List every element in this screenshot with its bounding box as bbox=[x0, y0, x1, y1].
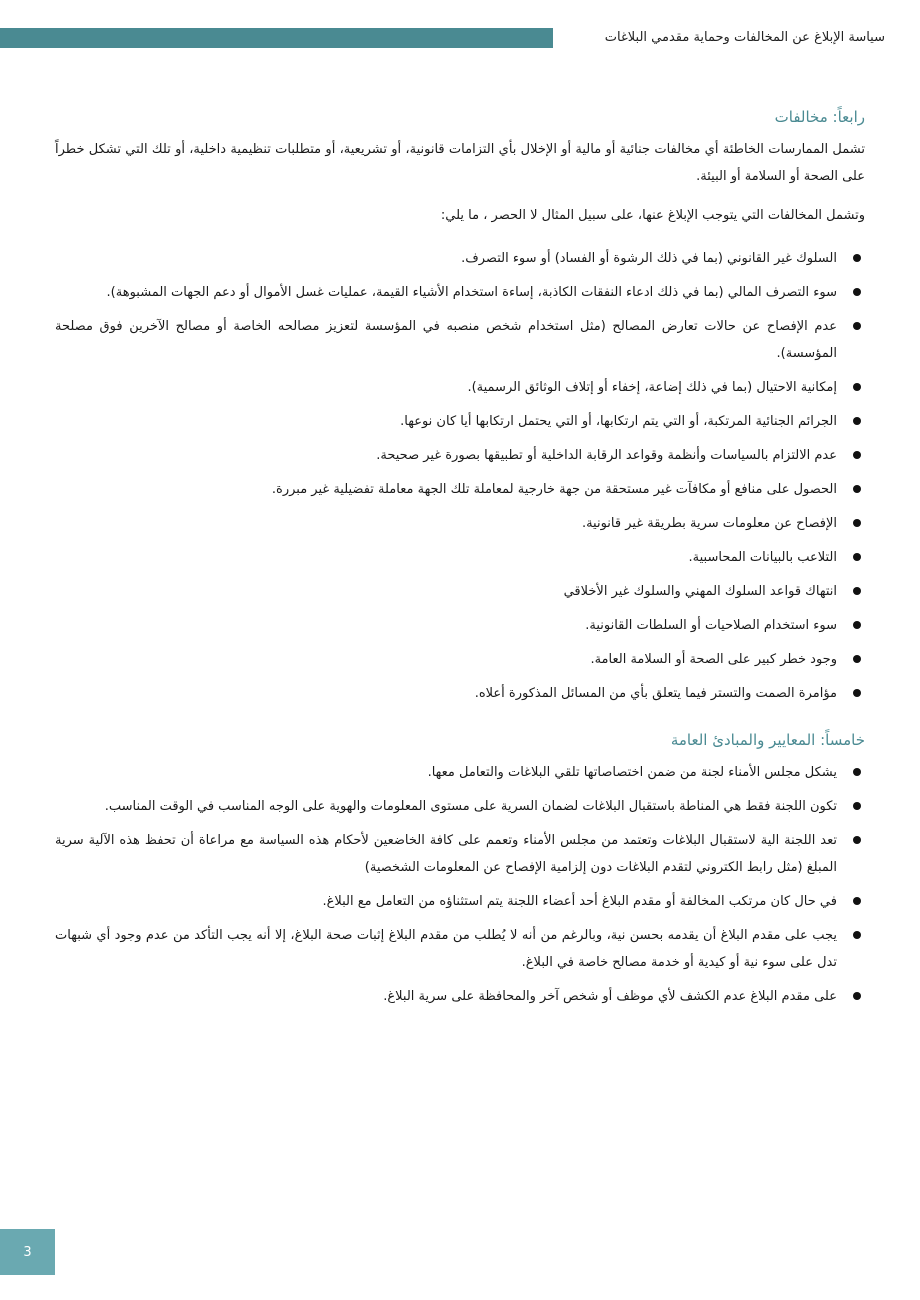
bullet-icon bbox=[853, 451, 861, 459]
section-4-heading: رابعاً: مخالفات bbox=[774, 108, 865, 126]
list-item: تعد اللجنة الية لاستقبال البلاغات وتعتمد من مجلس الأمناء وتعمم على كافة الخاضعين لأحكام هذه السياسة مع مراعاة أن تحفظ هذه الآلية سرية المبلغ (مثل رابط الكتروني لتقدم البلاغات دون إلزامية الإفصاح عن المعلومات الشخصية) bbox=[55, 827, 865, 881]
list-item: الجرائم الجنائية المرتكبة، أو التي يتم ارتكابها، أو التي يحتمل ارتكابها أيا كان نوعها. bbox=[55, 408, 865, 435]
bullet-icon bbox=[853, 587, 861, 595]
bullet-icon bbox=[853, 288, 861, 296]
list-item: إمكانية الاحتيال (بما في ذلك إضاعة، إخفاء أو إتلاف الوثائق الرسمية). bbox=[55, 374, 865, 401]
list-item: التلاعب بالبيانات المحاسبية. bbox=[55, 544, 865, 571]
list-item: يشكل مجلس الأمناء لجنة من ضمن اختصاصاتها تلقي البلاغات والتعامل معها. bbox=[55, 759, 865, 786]
bullet-icon bbox=[853, 689, 861, 697]
list-item: الإفصاح عن معلومات سرية بطريقة غير قانونية. bbox=[55, 510, 865, 537]
list-item: في حال كان مرتكب المخالفة أو مقدم البلاغ أحد أعضاء اللجنة يتم استثناؤه من التعامل مع البلاغ. bbox=[55, 888, 865, 915]
section-5-heading: خامساً: المعايير والمبادئ العامة bbox=[670, 731, 865, 749]
list-item: يجب على مقدم البلاغ أن يقدمه بحسن نية، وبالرغم من أنه لا يُطلب من مقدم البلاغ إثبات صحة البلاغ، إلا أنه يجب التأكد من عدم وجود أي شبهات تدل على سوء نية أو كيدية أو خدمة مصالح خاصة في البلاغ. bbox=[55, 922, 865, 976]
list-item: سوء التصرف المالي (بما في ذلك ادعاء النفقات الكاذبة، إساءة استخدام الأشياء القيمة، عمليات غسل الأموال أو دعم الجهات المشبوهة). bbox=[55, 279, 865, 306]
bullet-icon bbox=[853, 417, 861, 425]
section-4-intro: وتشمل المخالفات التي يتوجب الإبلاغ عنها، على سبيل المثال لا الحصر ، ما يلي: bbox=[440, 208, 865, 223]
bullet-icon bbox=[853, 519, 861, 527]
list-item: تكون اللجنة فقط هي المناطة باستقبال البلاغات لضمان السرية على مستوى المعلومات والهوية على الوجه المناسب في الوقت المناسب. bbox=[55, 793, 865, 820]
list-item: مؤامرة الصمت والتستر فيما يتعلق بأي من المسائل المذكورة أعلاه. bbox=[55, 680, 865, 707]
bullet-icon bbox=[853, 768, 861, 776]
bullet-icon bbox=[853, 931, 861, 939]
bullet-icon bbox=[853, 992, 861, 1000]
section-4-list bbox=[55, 245, 865, 707]
list-item: عدم الالتزام بالسياسات وأنظمة وقواعد الرقابة الداخلية أو تطبيقها بصورة غير صحيحة. bbox=[55, 442, 865, 469]
list-item: وجود خطر كبير على الصحة أو السلامة العامة. bbox=[55, 646, 865, 673]
section-4-paragraph: تشمل الممارسات الخاطئة أي مخالفات جنائية أو مالية أو الإخلال بأي التزامات قانونية، أو تشريعية، أو متطلبات تنظيمية داخلية، أو تلك التي تشكل خطراً على الصحة أو السلامة أو البيئة. bbox=[55, 142, 865, 184]
page-content bbox=[55, 104, 865, 1017]
list-item: الحصول على منافع أو مكافآت غير مستحقة من جهة خارجية لمعاملة تلك الجهة معاملة تفضيلية غير مبررة. bbox=[55, 476, 865, 503]
list-item: انتهاك قواعد السلوك المهني والسلوك غير الأخلاقي bbox=[55, 578, 865, 605]
bullet-icon bbox=[853, 553, 861, 561]
bullet-icon bbox=[853, 802, 861, 810]
bullet-icon bbox=[853, 655, 861, 663]
bullet-icon bbox=[853, 485, 861, 493]
list-item: على مقدم البلاغ عدم الكشف لأي موظف أو شخص آخر والمحافظة على سرية البلاغ. bbox=[55, 983, 865, 1010]
bullet-icon bbox=[853, 621, 861, 629]
bullet-icon bbox=[853, 383, 861, 391]
list-item: سوء استخدام الصلاحيات أو السلطات القانونية. bbox=[55, 612, 865, 639]
bullet-icon bbox=[853, 836, 861, 844]
bullet-icon bbox=[853, 897, 861, 905]
header-accent-bar bbox=[0, 28, 553, 48]
list-item: السلوك غير القانوني (بما في ذلك الرشوة أو الفساد) أو سوء التصرف. bbox=[55, 245, 865, 272]
section-5-list bbox=[55, 759, 865, 1010]
bullet-icon bbox=[853, 322, 861, 330]
list-item: عدم الإفصاح عن حالات تعارض المصالح (مثل استخدام شخص منصبه في المؤسسة لتعزيز مصالحه الخاصة أو مصالح الآخرين فوق مصلحة المؤسسة). bbox=[55, 313, 865, 367]
page-number: 3 bbox=[0, 1229, 55, 1275]
document-title: سياسة الإبلاغ عن المخالفات وحماية مقدمي البلاغات bbox=[604, 30, 885, 45]
bullet-icon bbox=[853, 254, 861, 262]
